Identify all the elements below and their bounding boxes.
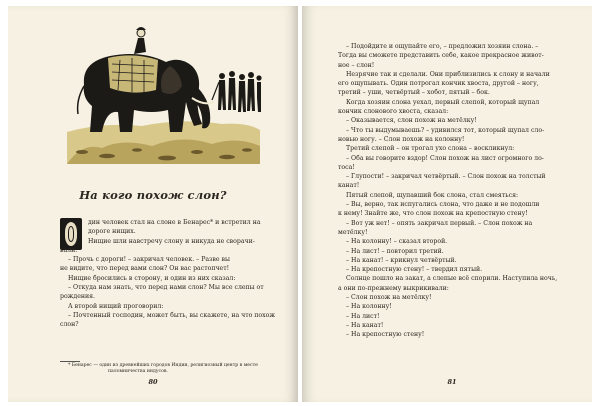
paragraph-line: канат!: [338, 182, 360, 190]
paragraph-line: – Подойдите и ощупайте его, – предложил хозяин слона. –: [346, 43, 539, 50]
paragraph-line: к нему! Знайте же, что слон похож на крепостную стену!: [338, 210, 528, 218]
paragraph-line: Тогда вы сможете представить себе, какое прекрасное живот-: [338, 52, 544, 60]
page-number-left: 80: [148, 378, 158, 386]
footnote-rule: [60, 361, 80, 362]
paragraph-line: – На лист!: [346, 312, 380, 320]
elephant-illustration: [62, 14, 262, 164]
paragraph-line: – Откуда нам знать, что перед нами слон? Мы все слепы от: [68, 284, 264, 292]
right-body-text: [338, 42, 578, 340]
paragraph-line: Нищие шли навстречу слону и никуда не сворачи-: [88, 237, 255, 245]
paragraph-line: – Почтенный господин, может быть, вы скажете, на что похож: [68, 311, 276, 319]
paragraph-line: не видите, что перед вами слон? Он вас растопчет!: [60, 265, 230, 273]
paragraph-line: дороге нищих.: [88, 228, 136, 236]
paragraph-line: Солнце пошло на закат, а слепые всё спорили. Наступила ночь,: [346, 275, 558, 283]
paragraph-line: вали.: [60, 246, 78, 254]
paragraph-line: дин человек стал на слоне в Бенарес* и встретил на: [88, 219, 261, 226]
paragraph-line: – На колонну!: [346, 303, 392, 311]
paragraph-line: А второй нищий проговорил:: [68, 302, 164, 310]
paragraph-line: – На лист! – повторил третий.: [346, 247, 444, 255]
paragraph-line: ное – слон!: [338, 61, 375, 69]
paragraph-line: – Прочь с дороги! – закричал человек. – Разве вы: [68, 256, 230, 264]
paragraph-line: Нищие бросились в сторону, и один из них сказал:: [68, 274, 236, 282]
paragraph-line: – На крепостную стену! – твердил пятый.: [346, 266, 483, 274]
paragraph-line: – Вот уж нет! – опять закричал первый. – Слон похож на: [346, 219, 533, 227]
paragraph-line: – Глупости! – закричал четвёртый. – Слон похож на толстый: [346, 173, 546, 181]
left-page: [8, 6, 298, 402]
paragraph-line: – Вы, верно, так испугались слона, что даже и не подошли: [346, 201, 540, 209]
paragraph-line: – Оказывается, слон похож на метёлку!: [346, 117, 477, 125]
story-title: На кого похож слон?: [79, 188, 227, 202]
paragraph-line: – На колонну! – сказал второй.: [346, 238, 448, 246]
paragraph-line: – На крепостную стену!: [346, 331, 425, 339]
paragraph-line: третий – уши, четвёртый – хобот, пятый – бок.: [338, 89, 490, 97]
paragraph-line: тоса!: [338, 163, 355, 171]
paragraph-line: его ощупывать. Один потрогал кончик хвоста, другой – ногу,: [338, 80, 539, 88]
paragraph-line: слон?: [60, 321, 79, 329]
paragraph-line: – Слон похож на метёлку!: [346, 294, 432, 302]
paragraph-line: Пятый слепой, щупавший бок слона, стал смеяться:: [346, 191, 519, 199]
footnote-line: * Бенарес — один из древнейших городов Индии, религиозный центр в месте: [68, 363, 258, 368]
paragraph-line: Когда хозяин слона уехал, первый слепой, который щупал: [346, 98, 540, 106]
paragraph-line: Незрячие так и сделали. Они приблизились к слону и начали: [346, 70, 550, 78]
paragraph-line: – Что ты выдумываешь? – удивился тот, который щупал сло-: [346, 126, 545, 134]
page-number-right: 81: [447, 378, 457, 386]
right-page: [302, 6, 592, 402]
footnote-line: паломничества индусов.: [108, 369, 168, 375]
paragraph-line: Третий слепой – он трогал ухо слона – воскликнул:: [346, 145, 515, 153]
left-body-text: [60, 218, 276, 330]
paragraph-line: – На канат! – крикнул четвёртый.: [346, 256, 457, 264]
paragraph-line: рождения.: [60, 293, 95, 301]
footnote: [68, 363, 258, 375]
paragraph-line: метёлку!: [338, 228, 368, 236]
paragraph-line: кончик слонового хвоста, сказал:: [338, 108, 449, 116]
paragraph-line: новью ногу. – Слон похож на колонну!: [338, 135, 465, 143]
paragraph-line: – На канат!: [346, 321, 384, 329]
paragraph-line: а они по-прежнему выкрикивали:: [338, 284, 449, 292]
paragraph-line: – Оба вы говорите вздор! Слон похож на лист огромного ло-: [346, 154, 544, 162]
